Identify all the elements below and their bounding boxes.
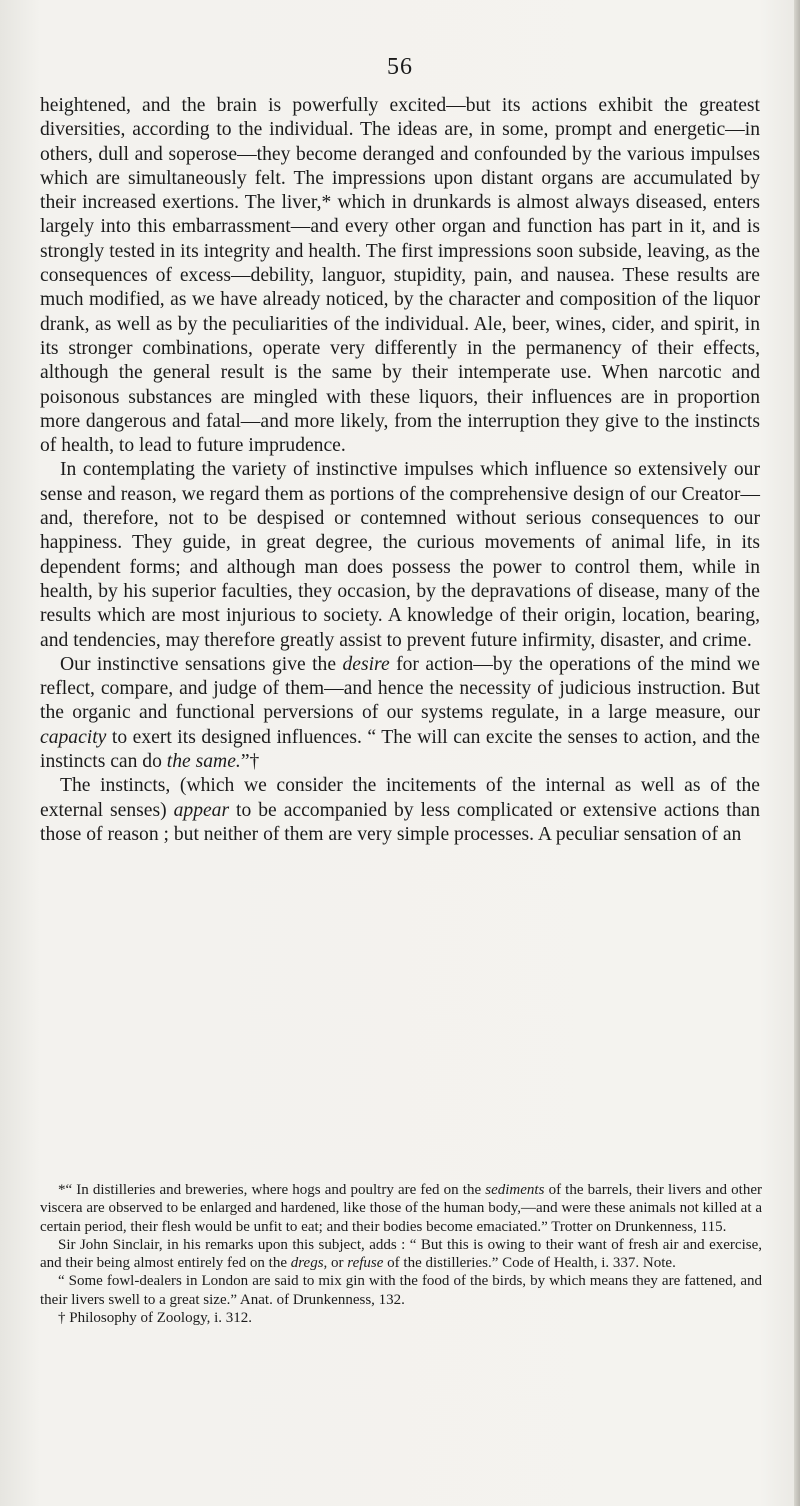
text-run: ”† bbox=[240, 751, 260, 773]
italic-the-same: the same. bbox=[166, 751, 241, 773]
text-run: of the barrels, their livers and other viscera are observed to be enlarged and hardened, like those of the human body,—and were these animals not killed at a certain period, their flesh would be unfit to eat; and their bodies become emaciated.” Trotter on Drunkenness, 115. bbox=[40, 1182, 763, 1235]
text-run: Our instinctive sensations give the bbox=[60, 653, 343, 675]
text-run: *“ In distilleries and breweries, where hogs and poultry are fed on the bbox=[58, 1182, 486, 1198]
text-run: to be accompanied by less complicated or extensive actions than those of reason ; but neither of them are very simple processes. A peculiar sensation of an bbox=[40, 799, 760, 845]
italic-desire: desire bbox=[342, 653, 390, 675]
italic-dregs: dregs bbox=[290, 1255, 324, 1272]
text-run: for action—by the operations of the mind we reflect, compare, and judge of them—and hence the necessity of judicious instruction. But the organic and functional perversions of our systems regulate, in a large measure, our bbox=[40, 653, 760, 724]
text-run: of the distilleries.” Code of Health, i. 337. Note. bbox=[383, 1255, 676, 1272]
paragraph-instinctive-sensations bbox=[40, 653, 760, 774]
italic-appear: appear bbox=[173, 799, 230, 821]
italic-capacity: capacity bbox=[40, 726, 107, 748]
footnote-fowl-dealers: “ Some fowl-dealers in London are said to mix gin with the food of the birds, by which means they are fattened, and their livers swell to a great size.” Anat. of Drunkenness, 132. bbox=[40, 1273, 762, 1308]
footnote-philosophy-of-zoology: † Philosophy of Zoology, i. 312. bbox=[58, 1310, 253, 1327]
page-number: 56 bbox=[387, 54, 413, 80]
text-run: Sir John Sinclair, in his remarks upon this subject, adds : “ But this is owing to their want of fresh air and exercise, and their being almost entirely fed on the bbox=[40, 1236, 762, 1272]
footnote-distilleries bbox=[40, 1181, 762, 1236]
paragraph-instinctive-impulses: In contemplating the variety of instinctive impulses which influence so extensively our sense and reason, we regard them as portions of the comprehensive design of our Creator—and, therefore, not to be despised or contemned without serious consequences to our happiness. They guide, in great degree, the curious movements of animal life, in its dependent forms; and although man does possess the power to control them, while in health, by his superior faculties, they occasion, by the depravations of disease, many of the results which are most injurious to society. A knowledge of their origin, location, bearing, and tendencies, may therefore greatly assist to prevent future infirmity, disaster, and crime. bbox=[40, 459, 760, 651]
text-run: , or bbox=[323, 1255, 348, 1272]
main-text bbox=[40, 94, 760, 847]
footnotes bbox=[40, 1181, 762, 1327]
italic-sediments: sediments bbox=[485, 1182, 545, 1198]
footnote-sinclair bbox=[40, 1236, 762, 1273]
page-edge-shadow bbox=[794, 0, 800, 1506]
paragraph-continued: heightened, and the brain is powerfully excited—but its actions exhibit the greatest diversities, according to the individual. The ideas are, in some, prompt and energetic—in others, dull and soperose—they become deranged and confounded by the various impulses which are simultaneously felt. The impressions upon distant organs are accumulated by their increased exertions. The liver,* which in drunkards is almost always diseased, enters largely into this embarrassment—and every other organ and function has part in it, and is strongly tested in its integrity and health. The first impressions soon subside, leaving, as the consequences of excess—debility, languor, stupidity, pain, and nausea. These results are much modified, as we have already noticed, by the character and composition of the liquor drank, as well as by the peculiarities of the individual. Ale, beer, wines, cider, and spirit, in its stronger combinations, operate very differently in the permanency of their effects, although the general result is the same by their intemperate use. When narcotic and poisonous substances are mingled with these liquors, their influences are in proportion more dangerous and fatal—and more likely, from the interruption they give to the instincts of health, to lead to future imprudence. bbox=[40, 95, 760, 457]
text-run: to exert its designed influences. “ The will can excite the senses to action, and the instincts can do bbox=[40, 726, 760, 773]
paragraph-the-instincts bbox=[40, 774, 760, 847]
text-run: The instincts, (which we consider the incitements of the internal as well as of the external senses) bbox=[40, 775, 760, 821]
italic-refuse: refuse bbox=[347, 1255, 384, 1272]
